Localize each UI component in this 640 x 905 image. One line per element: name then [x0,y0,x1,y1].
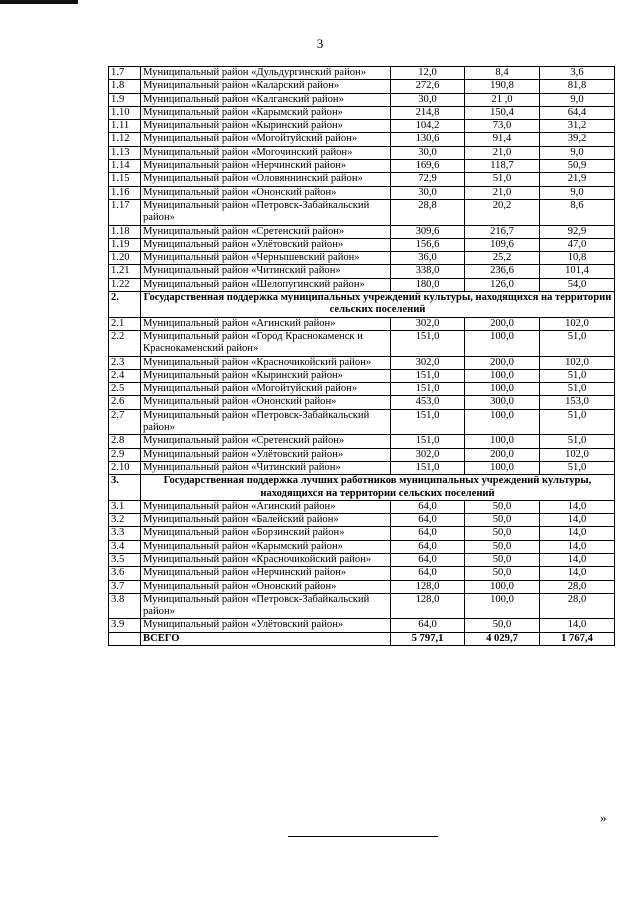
district-name: Муниципальный район «Дульдургинский район» [141,67,391,80]
district-name: Муниципальный район «Ононский район» [141,580,391,593]
value-total: 151,0 [391,369,465,382]
row-number: 1.22 [109,278,141,291]
district-name: Муниципальный район «Могочинский район» [141,146,391,159]
table-row [109,199,615,225]
value-total: 64,0 [391,540,465,553]
value-total: 130,6 [391,133,465,146]
value-total: 128,0 [391,593,465,619]
value-regional: 3,6 [540,67,615,80]
row-number: 1.21 [109,265,141,278]
value-federal: 50,0 [465,514,540,527]
value-regional: 51,0 [540,369,615,382]
district-name: Муниципальный район «Петровск-Забайкальский район» [141,199,391,225]
value-total: 214,8 [391,106,465,119]
table-row [109,369,615,382]
scan-edge-mark [0,0,78,4]
value-federal: 50,0 [465,553,540,566]
value-federal: 190,8 [465,80,540,93]
district-name: Муниципальный район «Борзинский район» [141,527,391,540]
value-total: 151,0 [391,409,465,435]
table-row [109,383,615,396]
value-total: 30,0 [391,93,465,106]
district-name: Муниципальный район «Балейский район» [141,514,391,527]
value-total: 151,0 [391,461,465,474]
row-number [109,632,141,645]
value-regional: 28,0 [540,580,615,593]
district-name: Муниципальный район «Нерчинский район» [141,160,391,173]
row-number: 1.16 [109,186,141,199]
value-regional: 14,0 [540,500,615,513]
district-name: Муниципальный район «Калганский район» [141,93,391,106]
table-row [109,553,615,566]
table-row [109,106,615,119]
value-total: 151,0 [391,330,465,356]
value-total: 180,0 [391,278,465,291]
row-number: 2.4 [109,369,141,382]
value-federal: 126,0 [465,278,540,291]
value-total: 272,6 [391,80,465,93]
district-name: Муниципальный район «Петровск-Забайкальский район» [141,409,391,435]
district-name: Муниципальный район «Сретенский район» [141,435,391,448]
table-row [109,619,615,632]
row-number: 1.15 [109,173,141,186]
section-header-row [109,292,615,318]
footer-rule [288,836,438,837]
value-total: 64,0 [391,553,465,566]
value-federal: 300,0 [465,396,540,409]
district-name: Муниципальный район «Каларский район» [141,80,391,93]
value-regional: 14,0 [540,540,615,553]
district-name: Муниципальный район «Улётовский район» [141,619,391,632]
value-regional: 101,4 [540,265,615,278]
value-federal: 20,2 [465,199,540,225]
value-total: 30,0 [391,186,465,199]
row-number: 3.4 [109,540,141,553]
value-federal: 21,0 [465,146,540,159]
value-total: 64,0 [391,527,465,540]
table-row [109,278,615,291]
value-regional: 51,0 [540,383,615,396]
table-row [109,133,615,146]
value-federal: 73,0 [465,120,540,133]
value-total: 104,2 [391,120,465,133]
row-number: 2.5 [109,383,141,396]
row-number: 1.18 [109,225,141,238]
table-row [109,120,615,133]
table-row [109,448,615,461]
table-row [109,252,615,265]
district-name: Муниципальный район «Нерчинский район» [141,567,391,580]
row-number: 2.3 [109,356,141,369]
value-federal: 21,0 [465,186,540,199]
district-name: Муниципальный район «Могойтуйский район» [141,133,391,146]
value-regional: 102,0 [540,356,615,369]
district-name: Муниципальный район «Карымский район» [141,106,391,119]
value-regional: 28,0 [540,593,615,619]
row-number: 1.13 [109,146,141,159]
table-row [109,514,615,527]
district-name: Муниципальный район «Улётовский район» [141,448,391,461]
table-row [109,93,615,106]
row-number: 2.6 [109,396,141,409]
row-number: 3.8 [109,593,141,619]
district-name: Муниципальный район «Чернышевский район» [141,252,391,265]
value-federal: 100,0 [465,369,540,382]
value-federal: 100,0 [465,435,540,448]
value-total: 156,6 [391,238,465,251]
value-total: 169,6 [391,160,465,173]
value-regional: 81,8 [540,80,615,93]
value-regional: 51,0 [540,330,615,356]
value-regional: 9,0 [540,93,615,106]
table-row [109,540,615,553]
value-total: 30,0 [391,146,465,159]
value-regional: 14,0 [540,527,615,540]
total-label: ВСЕГО [141,632,391,645]
row-number: 1.11 [109,120,141,133]
district-name: Муниципальный район «Кыринский район» [141,120,391,133]
row-number: 1.17 [109,199,141,225]
value-total: 302,0 [391,356,465,369]
table-row [109,461,615,474]
section-title: Государственная поддержка лучших работников муниципальных учреждений культуры, находящихся на территории сельских поселений [141,475,615,501]
value-federal: 50,0 [465,540,540,553]
table-row [109,580,615,593]
value-total: 12,0 [391,67,465,80]
value-regional: 8,6 [540,199,615,225]
value-total: 302,0 [391,448,465,461]
section-number: 3. [109,475,141,501]
value-regional: 14,0 [540,553,615,566]
row-number: 1.12 [109,133,141,146]
row-number: 3.6 [109,567,141,580]
table-row [109,500,615,513]
value-federal: 4 029,7 [465,632,540,645]
section-number: 2. [109,292,141,318]
table-row [109,330,615,356]
value-total: 309,6 [391,225,465,238]
value-federal: 21 ,0 [465,93,540,106]
value-federal: 109,6 [465,238,540,251]
district-name: Муниципальный район «Карымский район» [141,540,391,553]
district-name: Муниципальный район «Сретенский район» [141,225,391,238]
value-federal: 200,0 [465,448,540,461]
section-header-row [109,475,615,501]
value-total: 64,0 [391,619,465,632]
value-total: 302,0 [391,317,465,330]
district-name: Муниципальный район «Улётовский район» [141,238,391,251]
row-number: 3.1 [109,500,141,513]
value-federal: 118,7 [465,160,540,173]
table-row [109,146,615,159]
value-regional: 14,0 [540,567,615,580]
value-federal: 216,7 [465,225,540,238]
value-regional: 31,2 [540,120,615,133]
value-regional: 39,2 [540,133,615,146]
value-total: 5 797,1 [391,632,465,645]
table-row [109,527,615,540]
value-federal: 8,4 [465,67,540,80]
value-regional: 54,0 [540,278,615,291]
value-federal: 100,0 [465,383,540,396]
row-number: 2.8 [109,435,141,448]
table-row [109,186,615,199]
row-number: 1.20 [109,252,141,265]
value-total: 64,0 [391,567,465,580]
value-total: 151,0 [391,435,465,448]
value-total: 36,0 [391,252,465,265]
row-number: 2.2 [109,330,141,356]
table-row [109,67,615,80]
district-name: Муниципальный район «Петровск-Забайкальский район» [141,593,391,619]
district-name: Муниципальный район «Агинский район» [141,317,391,330]
table-row [109,238,615,251]
value-total: 453,0 [391,396,465,409]
value-regional: 47,0 [540,238,615,251]
district-name: Муниципальный район «Ононский район» [141,396,391,409]
row-number: 2.9 [109,448,141,461]
value-federal: 200,0 [465,356,540,369]
value-federal: 51,0 [465,173,540,186]
value-total: 128,0 [391,580,465,593]
value-regional: 9,0 [540,146,615,159]
district-name: Муниципальный район «Красночикойский район» [141,553,391,566]
value-total: 64,0 [391,500,465,513]
table-row [109,173,615,186]
page-number: 3 [316,36,324,51]
value-regional: 14,0 [540,514,615,527]
row-number: 1.8 [109,80,141,93]
row-number: 3.7 [109,580,141,593]
table-row [109,225,615,238]
closing-quote: » [600,810,607,825]
value-total: 64,0 [391,514,465,527]
district-name: Муниципальный район «Читинский район» [141,461,391,474]
row-number: 1.9 [109,93,141,106]
table-row [109,265,615,278]
table-body [109,67,615,646]
value-federal: 100,0 [465,580,540,593]
value-federal: 50,0 [465,567,540,580]
value-federal: 100,0 [465,409,540,435]
value-federal: 50,0 [465,500,540,513]
table-row [109,409,615,435]
table-row [109,396,615,409]
row-number: 1.10 [109,106,141,119]
value-federal: 150,4 [465,106,540,119]
value-regional: 64,4 [540,106,615,119]
row-number: 3.5 [109,553,141,566]
value-regional: 10,8 [540,252,615,265]
row-number: 2.7 [109,409,141,435]
value-federal: 25,2 [465,252,540,265]
table-row [109,356,615,369]
value-federal: 100,0 [465,593,540,619]
district-name: Муниципальный район «Ононский район» [141,186,391,199]
value-federal: 50,0 [465,619,540,632]
row-number: 2.10 [109,461,141,474]
value-regional: 51,0 [540,435,615,448]
value-total: 28,8 [391,199,465,225]
value-regional: 50,9 [540,160,615,173]
value-federal: 100,0 [465,330,540,356]
row-number: 1.19 [109,238,141,251]
value-federal: 236,6 [465,265,540,278]
district-name: Муниципальный район «Красночикойский район» [141,356,391,369]
value-regional: 51,0 [540,461,615,474]
row-number: 3.3 [109,527,141,540]
row-number: 1.7 [109,67,141,80]
value-regional: 9,0 [540,186,615,199]
value-regional: 153,0 [540,396,615,409]
row-number: 2.1 [109,317,141,330]
district-name: Муниципальный район «Шелопугинский район» [141,278,391,291]
value-total: 151,0 [391,383,465,396]
table-row [109,317,615,330]
allocation-table [108,66,615,646]
table-row [109,435,615,448]
table-row [109,567,615,580]
row-number: 3.9 [109,619,141,632]
section-title: Государственная поддержка муниципальных учреждений культуры, находящихся на территории сельских поселений [141,292,615,318]
value-regional: 14,0 [540,619,615,632]
table-row [109,160,615,173]
district-name: Муниципальный район «Город Краснокаменск и Краснокаменский район» [141,330,391,356]
table-row [109,80,615,93]
district-name: Муниципальный район «Могойтуйский район» [141,383,391,396]
row-number: 1.14 [109,160,141,173]
row-number: 3.2 [109,514,141,527]
district-name: Муниципальный район «Читинский район» [141,265,391,278]
district-name: Муниципальный район «Кыринский район» [141,369,391,382]
value-regional: 92,9 [540,225,615,238]
value-regional: 51,0 [540,409,615,435]
value-federal: 200,0 [465,317,540,330]
value-federal: 50,0 [465,527,540,540]
value-regional: 21,9 [540,173,615,186]
total-row [109,632,615,645]
value-total: 338,0 [391,265,465,278]
value-regional: 102,0 [540,317,615,330]
value-regional: 102,0 [540,448,615,461]
table-row [109,593,615,619]
value-federal: 100,0 [465,461,540,474]
value-regional: 1 767,4 [540,632,615,645]
district-name: Муниципальный район «Оловяннинский район» [141,173,391,186]
value-federal: 91,4 [465,133,540,146]
district-name: Муниципальный район «Агинский район» [141,500,391,513]
value-total: 72,9 [391,173,465,186]
